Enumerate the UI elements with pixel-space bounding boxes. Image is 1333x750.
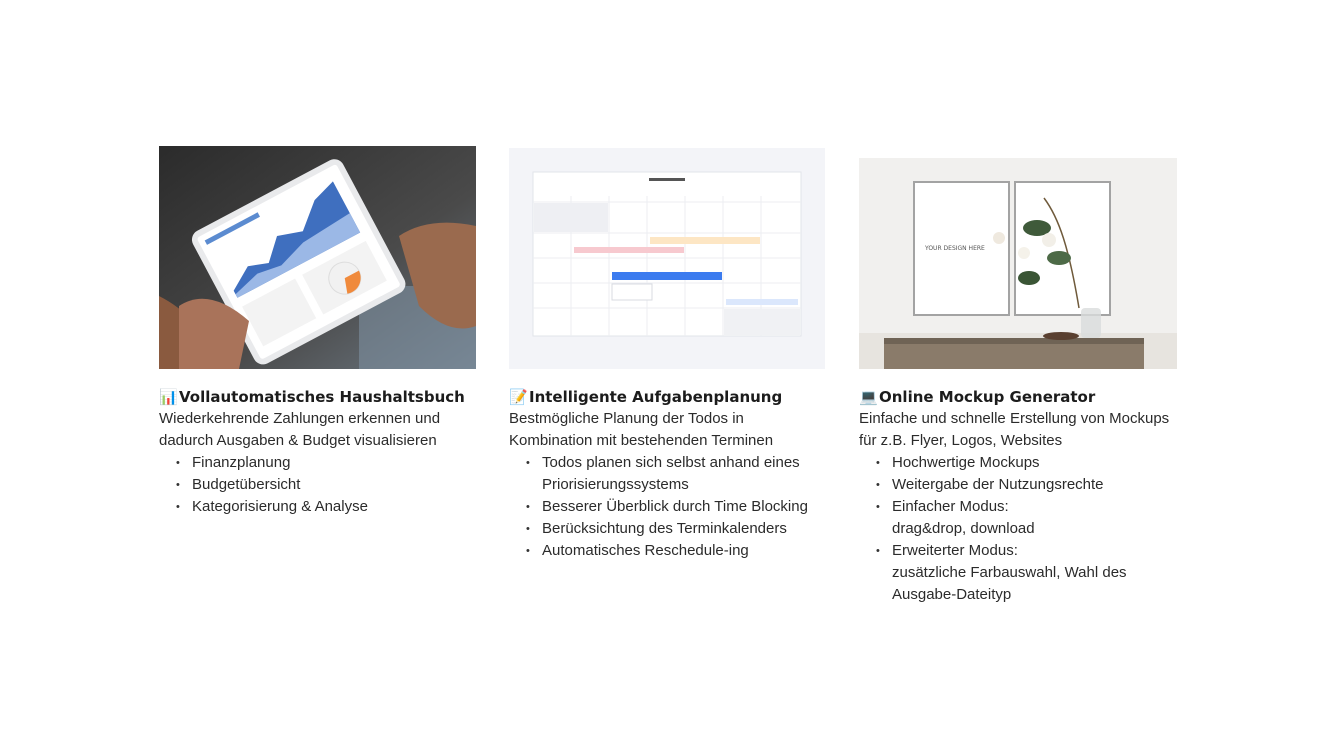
feature-list <box>859 452 1179 606</box>
bar-chart-icon: 📊 <box>159 388 178 406</box>
card-description: Wiederkehrende Zahlungen erkennen und dadurch Ausgaben & Budget visualisieren <box>159 410 441 449</box>
feature-item: • Einfacher Modus: drag&drop, download <box>859 496 1179 540</box>
feature-item: • Erweiterter Modus: zusätzliche Farbauswahl, Wahl des Ausgabe-Dateityp <box>859 540 1179 606</box>
card-title-text: Online Mockup Generator <box>879 388 1096 406</box>
feature-item: • Berücksichtung des Terminkalenders <box>509 518 829 540</box>
card-title <box>159 386 479 408</box>
feature-item: • Automatisches Reschedule-ing <box>509 540 829 562</box>
card-title-text: Vollautomatisches Haushaltsbuch <box>179 388 465 406</box>
card-title <box>509 386 829 408</box>
feature-item: • Weitergabe der Nutzungsrechte <box>859 474 1179 496</box>
feature-list <box>509 452 829 562</box>
memo-icon: 📝 <box>509 388 528 406</box>
feature-item: • Budgetübersicht <box>159 474 479 496</box>
feature-item: • Todos planen sich selbst anhand eines Priorisierungssystems <box>509 452 829 496</box>
calendar-screenshot-image <box>509 148 825 369</box>
card-title <box>859 386 1179 408</box>
laptop-icon: 💻 <box>859 388 878 406</box>
tablet-dashboard-image <box>159 146 476 369</box>
feature-item: • Hochwertige Mockups <box>859 452 1179 474</box>
poster-text: YOUR DESIGN HERE <box>925 245 985 252</box>
feature-item: • Kategorisierung & Analyse <box>159 496 479 518</box>
feature-item: • Besserer Überblick durch Time Blocking <box>509 496 829 518</box>
feature-item: • Finanzplanung <box>159 452 479 474</box>
poster-mockup-image <box>859 158 1177 369</box>
card-description: Bestmögliche Planung der Todos in Kombination mit bestehenden Terminen <box>509 410 774 449</box>
card-title-text: Intelligente Aufgabenplanung <box>529 388 783 406</box>
card-description: Einfache und schnelle Erstellung von Mockups für z.B. Flyer, Logos, Websites <box>859 410 1170 449</box>
feature-list <box>159 452 479 518</box>
